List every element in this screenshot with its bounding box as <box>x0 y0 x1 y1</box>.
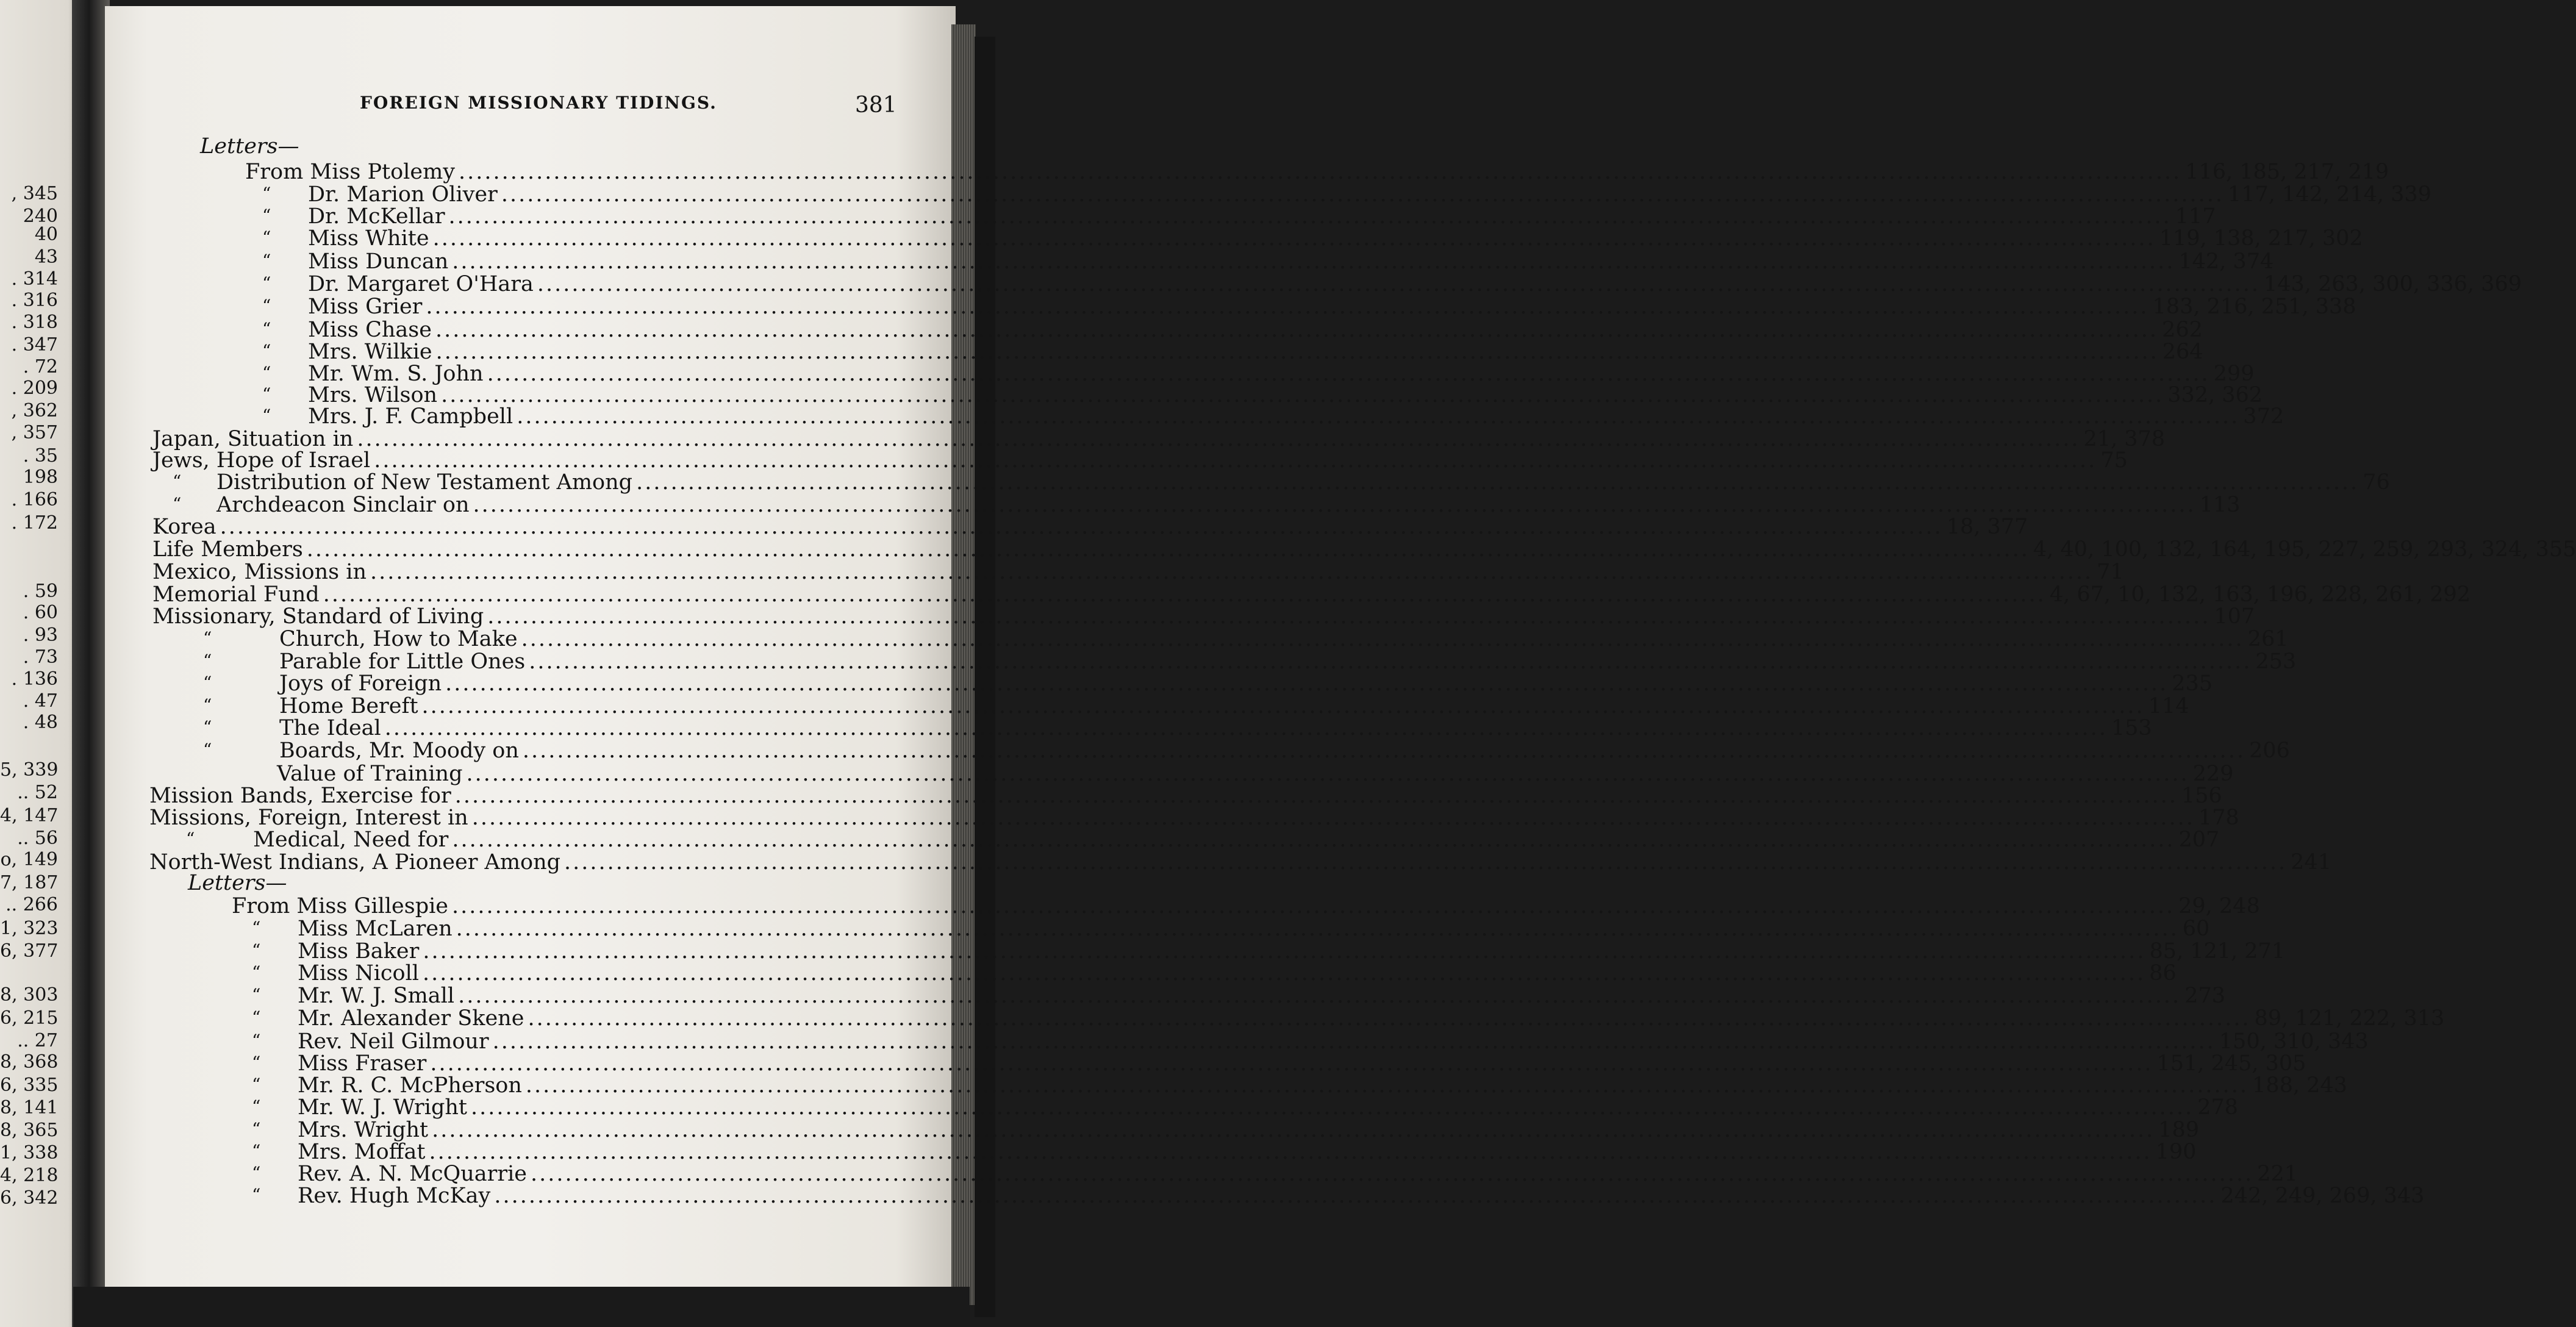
page-references: 156 <box>2181 784 2222 808</box>
entry-text: Memorial Fund <box>152 582 320 607</box>
left-page-number: . 347 <box>11 334 58 356</box>
leader-dots: ........................................................................................................................................................................................................ <box>537 272 2260 296</box>
left-page-number: 4, 218 <box>0 1165 59 1186</box>
left-page-number: , 357 <box>11 422 58 443</box>
left-page-number: . 72 <box>23 356 58 377</box>
leader-dots: ........................................................................................................................................................................................................ <box>529 649 2252 674</box>
ditto-mark: “ <box>262 251 271 271</box>
entry-text: Letters— <box>188 871 287 895</box>
leader-dots: ........................................................................................................................................................................................................ <box>521 627 2244 651</box>
index-entry <box>279 627 2289 651</box>
entry-text: Mission Bands, Exercise for <box>149 784 451 808</box>
index-entry <box>253 828 2220 852</box>
page-references: 372 <box>2243 404 2284 429</box>
entry-text: Distribution of New Testament Among <box>216 470 633 495</box>
ditto-mark: “ <box>252 1141 261 1161</box>
left-page-number: . 209 <box>11 377 58 399</box>
page-references: 142, 374 <box>2178 249 2274 274</box>
entry-text: Dr. McKellar <box>308 204 445 229</box>
index-entry <box>152 560 2124 584</box>
leader-dots: ........................................................................................................................................................................................................ <box>459 160 2182 184</box>
leader-dots: ........................................................................................................................................................................................................ <box>323 582 2046 607</box>
entry-text: Mrs. J. F. Campbell <box>308 404 513 429</box>
ditto-mark: “ <box>203 717 212 737</box>
page-references: 278 <box>2197 1095 2238 1120</box>
index-entry <box>308 272 2522 296</box>
leader-dots: ........................................................................................................................................................................................................ <box>466 762 2189 786</box>
page-references: 86 <box>2149 961 2177 985</box>
ditto-mark: “ <box>252 1053 261 1073</box>
page-references: 75 <box>2100 448 2128 473</box>
left-page-number: 6, 335 <box>0 1075 59 1096</box>
leader-dots: ........................................................................................................................................................................................................ <box>452 828 2175 852</box>
page-references: 221 <box>2257 1162 2298 1186</box>
page-references: 151, 245, 305 <box>2156 1051 2306 1076</box>
leader-dots: ........................................................................................................................................................................................................ <box>452 894 2175 918</box>
left-page-number: .. 56 <box>17 828 58 849</box>
leader-dots: ........................................................................................................................................................................................................ <box>487 604 2211 629</box>
left-page-number: o, 149 <box>0 849 58 870</box>
index-entry <box>298 917 2210 941</box>
leader-dots: ........................................................................................................................................................................................................ <box>452 249 2175 274</box>
page-number: 381 <box>855 93 897 118</box>
bottom-shadow <box>73 1287 970 1327</box>
index-entry <box>232 894 2260 918</box>
page-references: 116, 185, 217, 219 <box>2185 160 2389 184</box>
leader-dots: ........................................................................................................................................................................................................ <box>454 784 2178 808</box>
entry-text: Rev. A. N. McQuarrie <box>298 1162 528 1186</box>
left-page-number: 4, 147 <box>0 805 59 826</box>
page-references: 261 <box>2247 627 2289 651</box>
entry-text: Jews, Hope of Israel <box>152 448 371 473</box>
ditto-mark: “ <box>252 1031 261 1051</box>
ditto-mark: “ <box>252 1185 261 1205</box>
page-references: 235 <box>2172 671 2213 696</box>
index-entry <box>298 1118 2200 1142</box>
page-references: 206 <box>2249 739 2290 763</box>
index-entry <box>308 404 2284 429</box>
page-references: 189 <box>2158 1118 2200 1142</box>
entry-text: Dr. Margaret O'Hara <box>308 272 534 296</box>
leader-dots: ........................................................................................................................................................................................................ <box>517 404 2240 429</box>
ditto-mark: “ <box>262 341 271 361</box>
leader-dots: ........................................................................................................................................................................................................ <box>435 340 2159 364</box>
index-entry <box>298 1073 2347 1098</box>
index-entry <box>298 984 2225 1008</box>
ditto-mark: “ <box>252 1163 261 1183</box>
index-entry <box>298 939 2286 964</box>
page-references: 29, 248 <box>2178 894 2260 918</box>
page-references: 107 <box>2214 604 2255 629</box>
leader-dots: ........................................................................................................................................................................................................ <box>374 448 2097 473</box>
page-references: 71 <box>2097 560 2124 584</box>
index-entry <box>308 204 2216 229</box>
left-page-number: 6, 215 <box>0 1007 59 1029</box>
page-references: 253 <box>2255 649 2297 674</box>
ditto-mark: “ <box>262 319 271 339</box>
left-page-number: .. 266 <box>5 894 58 915</box>
page-references: 114 <box>2148 694 2189 718</box>
entry-text: Parable for Little Ones <box>279 649 526 674</box>
page-references: 242, 249, 269, 343 <box>2220 1184 2425 1208</box>
page-references: 18, 377 <box>1946 515 2028 539</box>
section-label <box>188 871 871 895</box>
leader-dots: ........................................................................................................................................................................................................ <box>494 1184 2217 1208</box>
leader-dots: ........................................................................................................................................................................................................ <box>306 537 2030 562</box>
leader-dots: ........................................................................................................................................................................................................ <box>429 1140 2152 1164</box>
page-references: 76 <box>2363 470 2390 495</box>
ditto-mark: “ <box>173 471 182 492</box>
left-page-number: . 47 <box>23 690 58 712</box>
index-entry <box>308 362 2255 386</box>
left-page-number: .. 52 <box>17 782 58 803</box>
left-page-number: 198 <box>23 467 58 488</box>
page-references: 178 <box>2198 806 2239 830</box>
index-entry <box>152 604 2255 629</box>
left-page-number: 8, 303 <box>0 984 59 1006</box>
leader-dots: ........................................................................................................................................................................................................ <box>636 470 2360 495</box>
running-header: FOREIGN MISSIONARY TIDINGS. <box>360 93 717 113</box>
entry-text: Boards, Mr. Moody on <box>279 739 519 763</box>
entry-text: Archdeacon Sinclair on <box>216 493 470 517</box>
leader-dots: ........................................................................................................................................................................................................ <box>525 1073 2249 1098</box>
entry-text: Missions, Foreign, Interest in <box>149 806 468 830</box>
ditto-mark: “ <box>186 829 195 849</box>
ditto-mark: “ <box>252 1096 261 1117</box>
index-entry <box>308 295 2356 319</box>
leader-dots: ........................................................................................................................................................................................................ <box>432 226 2156 251</box>
index-entry <box>279 716 2152 740</box>
leader-dots: ........................................................................................................................................................................................................ <box>501 182 2224 207</box>
entry-text: Mexico, Missions in <box>152 560 367 584</box>
index-entry <box>277 762 2234 786</box>
entry-text: Miss White <box>308 226 429 251</box>
entry-text: Mrs. Wilkie <box>308 340 432 364</box>
index-entry <box>152 515 2028 539</box>
leader-dots: ........................................................................................................................................................................................................ <box>522 739 2245 763</box>
entry-text: Mr. Wm. S. John <box>308 362 484 386</box>
leader-dots: ........................................................................................................................................................................................................ <box>471 806 2195 830</box>
left-page-number: . 316 <box>11 290 58 311</box>
entry-text: Korea <box>152 515 216 539</box>
ditto-mark: “ <box>262 384 271 404</box>
index-entry <box>298 961 2177 985</box>
left-page-number: , 345 <box>11 183 58 204</box>
page-references: 332, 362 <box>2167 383 2263 407</box>
page-references: 85, 121, 271 <box>2149 939 2286 964</box>
index-entry <box>152 427 2166 451</box>
left-page-number: . 59 <box>23 581 58 602</box>
ditto-mark: “ <box>203 695 212 715</box>
index-entry <box>298 1184 2425 1208</box>
left-page-number: , 362 <box>11 400 58 421</box>
entry-text: Japan, Situation in <box>152 427 354 451</box>
entry-text: Miss Duncan <box>308 249 449 274</box>
page-references: 21, 378 <box>2083 427 2166 451</box>
page-references: 113 <box>2199 493 2241 517</box>
entry-text: Rev. Hugh McKay <box>298 1184 491 1208</box>
ditto-mark: “ <box>203 673 212 693</box>
leader-dots: ........................................................................................................................................................................................................ <box>456 917 2179 941</box>
left-page-number: . 136 <box>11 668 58 690</box>
entry-text: Mr. R. C. McPherson <box>298 1073 522 1098</box>
left-page-number: 5, 339 <box>0 759 59 781</box>
section-label <box>200 134 871 159</box>
entry-text: Joys of Foreign <box>279 671 442 696</box>
leader-dots: ........................................................................................................................................................................................................ <box>432 1118 2155 1142</box>
index-entry <box>245 160 2389 184</box>
entry-text: Miss McLaren <box>298 917 453 941</box>
page-references: 229 <box>2192 762 2234 786</box>
entry-text: Miss Chase <box>308 318 432 342</box>
entry-text: The Ideal <box>279 716 381 740</box>
left-page-number: .. 27 <box>17 1030 58 1051</box>
leader-dots: ........................................................................................................................................................................................................ <box>564 850 2288 875</box>
index-entry <box>308 182 2431 207</box>
page-references: 190 <box>2155 1140 2197 1164</box>
ditto-mark: “ <box>252 962 261 982</box>
ditto-mark: “ <box>252 985 261 1005</box>
index-entry <box>298 1006 2445 1031</box>
entry-text: Home Bereft <box>279 694 418 718</box>
entry-text: Church, How to Make <box>279 627 518 651</box>
entry-text: From Miss Ptolemy <box>245 160 456 184</box>
leader-dots: ........................................................................................................................................................................................................ <box>220 515 1943 539</box>
leader-dots: ........................................................................................................................................................................................................ <box>445 671 2169 696</box>
leader-dots: ........................................................................................................................................................................................................ <box>430 1051 2153 1076</box>
ditto-mark: “ <box>252 918 261 938</box>
left-page-number: . 35 <box>23 445 58 467</box>
left-page-number: 8, 368 <box>0 1051 59 1073</box>
leader-dots: ........................................................................................................................................................................................................ <box>422 961 2146 985</box>
index-entry <box>279 649 2297 674</box>
page-references: 143, 263, 300, 336, 369 <box>2263 272 2522 296</box>
left-page-number: . 60 <box>23 602 58 623</box>
entry-text: Letters— <box>200 134 299 159</box>
index-entry <box>308 249 2274 274</box>
left-page-number: . 314 <box>11 268 58 290</box>
leader-dots: ........................................................................................................................................................................................................ <box>470 1095 2194 1120</box>
page-references: 4, 67, 10, 132, 163, 196, 228, 261, 292 <box>2049 582 2470 607</box>
left-page-number: 1, 338 <box>0 1142 59 1164</box>
index-entry <box>279 671 2213 696</box>
left-page-number: 43 <box>34 246 58 268</box>
left-page-number: . 48 <box>23 712 58 733</box>
ditto-mark: “ <box>252 1075 261 1095</box>
ditto-mark: “ <box>262 227 271 248</box>
ditto-mark: “ <box>262 406 271 426</box>
index-entry <box>308 318 2203 342</box>
index-entry <box>298 1051 2306 1076</box>
page-references: 117, 142, 214, 339 <box>2227 182 2431 207</box>
ditto-mark: “ <box>262 363 271 383</box>
leader-dots: ........................................................................................................................................................................................................ <box>492 1029 2216 1054</box>
page-references: 150, 310, 343 <box>2219 1029 2369 1054</box>
entry-text: From Miss Gillespie <box>232 894 449 918</box>
left-page-number: . 93 <box>23 624 58 646</box>
leader-dots: ........................................................................................................................................................................................................ <box>421 694 2145 718</box>
entry-text: Miss Baker <box>298 939 420 964</box>
entry-text: Mr. W. J. Wright <box>298 1095 467 1120</box>
leader-dots: ........................................................................................................................................................................................................ <box>423 939 2146 964</box>
entry-text: Miss Nicoll <box>298 961 419 985</box>
index-entry <box>152 537 2576 562</box>
entry-text: Mrs. Moffat <box>298 1140 426 1164</box>
left-page-number: . 318 <box>11 312 58 333</box>
page-references: 262 <box>2162 318 2203 342</box>
page-references: 117 <box>2175 204 2216 229</box>
ditto-mark: “ <box>203 628 212 648</box>
index-entry <box>149 784 2222 808</box>
ditto-mark: “ <box>252 1007 261 1028</box>
left-page-number: . 172 <box>11 512 58 534</box>
leader-dots: ........................................................................................................................................................................................................ <box>357 427 2080 451</box>
entry-text: Dr. Marion Oliver <box>308 182 498 207</box>
index-entry <box>298 1095 2238 1120</box>
entry-text: North-West Indians, A Pioneer Among <box>149 850 561 875</box>
ditto-mark: “ <box>173 494 182 514</box>
index-entry <box>152 448 2128 473</box>
ditto-mark: “ <box>252 940 261 960</box>
page-references: 119, 138, 217, 302 <box>2159 226 2363 251</box>
book-gutter <box>72 0 110 1327</box>
entry-text: Miss Grier <box>308 295 423 319</box>
index-entry <box>216 493 2241 517</box>
leader-dots: ........................................................................................................................................................................................................ <box>531 1162 2254 1186</box>
index-entry <box>308 226 2363 251</box>
page-references: 89, 121, 222, 313 <box>2254 1006 2445 1031</box>
left-page-number: 6, 342 <box>0 1187 59 1209</box>
leader-dots: ........................................................................................................................................................................................................ <box>528 1006 2251 1031</box>
entry-text: Life Members <box>152 537 303 562</box>
leader-dots: ........................................................................................................................................................................................................ <box>426 295 2149 319</box>
entry-text: Value of Training <box>277 762 463 786</box>
ditto-mark: “ <box>262 184 271 204</box>
entry-text: Medical, Need for <box>253 828 449 852</box>
ditto-mark: “ <box>203 651 212 671</box>
entry-text: Rev. Neil Gilmour <box>298 1029 489 1054</box>
entry-text: Missionary, Standard of Living <box>152 604 484 629</box>
index-entry <box>298 1140 2197 1164</box>
leader-dots: ........................................................................................................................................................................................................ <box>441 383 2164 407</box>
left-page-number: . 73 <box>23 646 58 668</box>
page-references: 264 <box>2162 340 2203 364</box>
ditto-mark: “ <box>262 296 271 316</box>
index-entry <box>149 806 2239 830</box>
page-references: 4, 40, 100, 132, 164, 195, 227, 259, 293, 324, 355 <box>2033 537 2576 562</box>
index-entry <box>308 340 2203 364</box>
ditto-mark: “ <box>203 740 212 760</box>
page-references: 241 <box>2291 850 2331 875</box>
leader-dots: ........................................................................................................................................................................................................ <box>473 493 2196 517</box>
page-references: 60 <box>2182 917 2210 941</box>
index-entry <box>298 1162 2298 1186</box>
left-page-number: 7, 187 <box>0 872 59 893</box>
left-page-number: 8, 141 <box>0 1097 59 1118</box>
index-entry <box>279 739 2290 763</box>
entry-text: Mrs. Wright <box>298 1118 429 1142</box>
entry-text: Mrs. Wilson <box>308 383 438 407</box>
leader-dots: ........................................................................................................................................................................................................ <box>458 984 2181 1008</box>
index-entry <box>298 1029 2369 1054</box>
leader-dots: ........................................................................................................................................................................................................ <box>448 204 2172 229</box>
leader-dots: ........................................................................................................................................................................................................ <box>384 716 2108 740</box>
page-references: 207 <box>2178 828 2220 852</box>
index-entry <box>152 582 2470 607</box>
left-page-number: 8, 365 <box>0 1120 59 1141</box>
entry-text: Mr. W. J. Small <box>298 984 455 1008</box>
left-page-number: 240 <box>23 206 58 227</box>
left-page-number: 1, 323 <box>0 918 59 939</box>
entry-text: Miss Fraser <box>298 1051 427 1076</box>
index-entry <box>308 383 2263 407</box>
page-references: 153 <box>2111 716 2152 740</box>
entry-text: Mr. Alexander Skene <box>298 1006 524 1031</box>
left-page-number: 40 <box>34 224 58 245</box>
index-entry <box>216 470 2390 495</box>
page-references: 183, 216, 251, 338 <box>2152 295 2356 319</box>
ditto-mark: “ <box>262 273 271 293</box>
ditto-mark: “ <box>252 1119 261 1139</box>
ditto-mark: “ <box>262 206 271 226</box>
leader-dots: ........................................................................................................................................................................................................ <box>487 362 2210 386</box>
page-references: 273 <box>2184 984 2225 1008</box>
leader-dots: ........................................................................................................................................................................................................ <box>370 560 2094 584</box>
left-page-number: . 166 <box>11 489 58 510</box>
leader-dots: ........................................................................................................................................................................................................ <box>435 318 2159 342</box>
index-entry <box>279 694 2189 718</box>
left-page-number: 6, 377 <box>0 940 59 962</box>
page-references: 188, 243 <box>2252 1073 2347 1098</box>
page-references: 299 <box>2213 362 2255 386</box>
